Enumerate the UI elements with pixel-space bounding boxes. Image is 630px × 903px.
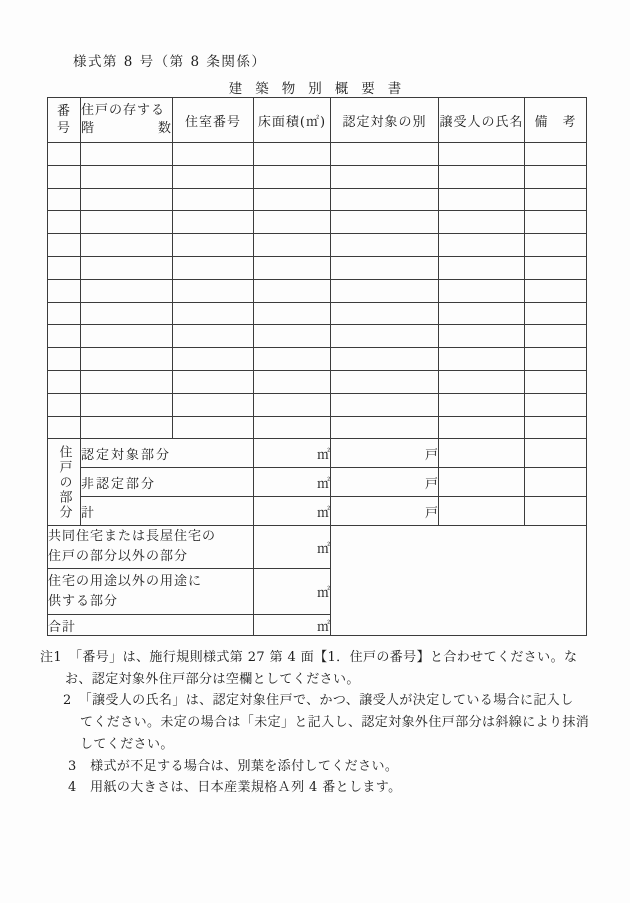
empty-cell (81, 416, 173, 439)
header-remarks: 備 考 (525, 98, 587, 143)
empty-cell (525, 234, 587, 257)
table-header-row (48, 98, 587, 143)
empty-cell (81, 211, 173, 234)
empty-cell (48, 165, 81, 188)
empty-cell (48, 416, 81, 439)
area-unit-cell: ㎡ (254, 569, 331, 615)
dwelling-noncertified-row (48, 468, 587, 497)
household-unit-cell: 戸 (331, 468, 439, 497)
empty-cell (48, 143, 81, 166)
note-line-1: 注1 「番号」は、施行規則様式第 27 第 4 面【1．住戸の番号】と合わせてください。な (40, 650, 578, 665)
building-summary-table (47, 97, 587, 636)
empty-data-row (48, 143, 587, 166)
merged-blank-cell (331, 526, 587, 636)
empty-cell (254, 211, 331, 234)
empty-cell (254, 325, 331, 348)
transferee-blank-cell (439, 497, 525, 526)
note-line-1-cont: お、認定対象外住戸部分は空欄としてください。 (65, 671, 360, 687)
empty-cell (439, 143, 525, 166)
empty-cell (254, 143, 331, 166)
header-floors (81, 98, 173, 143)
empty-cell (81, 188, 173, 211)
empty-cell (525, 279, 587, 302)
empty-cell (331, 393, 439, 416)
empty-cell (439, 302, 525, 325)
empty-data-row (48, 416, 587, 439)
empty-cell (173, 279, 254, 302)
empty-cell (81, 279, 173, 302)
empty-cell (439, 393, 525, 416)
empty-cell (48, 393, 81, 416)
empty-cell (525, 325, 587, 348)
note-line-2-cont: てください。未定の場合は「未定」と記入し、認定対象外住戸部分は斜線により抹消 (80, 715, 590, 731)
household-unit-cell: 戸 (331, 439, 439, 468)
header-room-number: 住室番号 (173, 98, 254, 143)
empty-cell (48, 325, 81, 348)
empty-data-row (48, 393, 587, 416)
empty-cell (254, 370, 331, 393)
header-floor-area: 床面積(㎡) (254, 98, 331, 143)
empty-cell (254, 279, 331, 302)
empty-cell (525, 393, 587, 416)
empty-cell (439, 188, 525, 211)
empty-cell (525, 370, 587, 393)
empty-cell (525, 348, 587, 371)
empty-cell (525, 302, 587, 325)
non-dwelling-common-row (48, 526, 587, 569)
empty-cell (331, 165, 439, 188)
empty-cell (81, 234, 173, 257)
empty-cell (331, 302, 439, 325)
note-line-4: 4 用紙の大きさは、日本産業規格Ａ列 4 番とします。 (68, 780, 402, 796)
empty-cell (48, 302, 81, 325)
empty-data-row (48, 348, 587, 371)
empty-cell (525, 188, 587, 211)
empty-cell (331, 143, 439, 166)
empty-data-row (48, 302, 587, 325)
form-number: 様式第 8 号（第 8 条関係） (73, 54, 267, 70)
note-line-2: 2 「譲受人の氏名」は、認定対象住戸で、かつ、譲受人が決定している場合に記入し (63, 693, 574, 709)
empty-cell (439, 348, 525, 371)
empty-cell (254, 393, 331, 416)
empty-cell (439, 256, 525, 279)
empty-cell (254, 256, 331, 279)
empty-cell (81, 325, 173, 348)
empty-cell (439, 416, 525, 439)
empty-cell (331, 325, 439, 348)
empty-cell (48, 256, 81, 279)
area-unit-cell: ㎡ (254, 526, 331, 569)
empty-cell (173, 143, 254, 166)
header-number (48, 98, 81, 143)
empty-cell (81, 302, 173, 325)
empty-data-row (48, 211, 587, 234)
empty-data-row (48, 165, 587, 188)
empty-data-row (48, 370, 587, 393)
header-floors-line1: 住戸の存する (81, 103, 166, 118)
empty-cell (254, 302, 331, 325)
notes (40, 647, 600, 799)
dwelling-section (48, 439, 587, 526)
note-line-3: 3 様式が不足する場合は、別葉を添付してください。 (68, 758, 399, 774)
note-line-2-cont2: してください。 (80, 736, 174, 752)
dwelling-certified-row (48, 439, 587, 468)
empty-cell (254, 165, 331, 188)
empty-cell (254, 234, 331, 257)
area-unit-cell: ㎡ (254, 497, 331, 526)
header-transferee-name: 譲受人の氏名 (439, 98, 525, 143)
header-number-line1: 番 (56, 104, 71, 119)
empty-cell (254, 416, 331, 439)
remarks-blank-cell (525, 468, 587, 497)
area-unit-cell: ㎡ (254, 439, 331, 468)
empty-cell (439, 165, 525, 188)
empty-cell (81, 370, 173, 393)
empty-data-row (48, 279, 587, 302)
empty-cell (173, 211, 254, 234)
row-label-certified: 認定対象部分 (81, 439, 254, 468)
empty-cell (173, 256, 254, 279)
transferee-blank-cell (439, 439, 525, 468)
remarks-blank-cell (525, 497, 587, 526)
empty-cell (173, 325, 254, 348)
empty-cell (173, 370, 254, 393)
empty-cell (439, 234, 525, 257)
area-unit-cell: ㎡ (254, 468, 331, 497)
remarks-blank-cell (525, 439, 587, 468)
dwelling-section-side-label: 住戸の部分 (48, 439, 81, 526)
empty-cell (331, 279, 439, 302)
empty-cell (525, 165, 587, 188)
empty-cell (331, 188, 439, 211)
empty-cell (331, 211, 439, 234)
empty-data-row (48, 188, 587, 211)
empty-cell (525, 416, 587, 439)
empty-cell (439, 370, 525, 393)
empty-cell (81, 256, 173, 279)
row-label-grand-total: 合計 (48, 615, 254, 636)
dwelling-subtotal-row (48, 497, 587, 526)
empty-cell (173, 416, 254, 439)
empty-cell (331, 416, 439, 439)
household-unit-cell: 戸 (331, 497, 439, 526)
empty-cell (48, 188, 81, 211)
empty-cell (525, 143, 587, 166)
row-label-noncertified: 非認定部分 (81, 468, 254, 497)
empty-cell (331, 256, 439, 279)
transferee-blank-cell (439, 468, 525, 497)
other-section (48, 526, 587, 636)
empty-cell (254, 188, 331, 211)
header-certification-type: 認定対象の別 (331, 98, 439, 143)
empty-cell (525, 211, 587, 234)
row-label-non-residential-use: 住宅の用途以外の用途に 供する部分 (48, 569, 254, 615)
empty-cell (439, 279, 525, 302)
row-label-subtotal: 計 (81, 497, 254, 526)
empty-cell (48, 370, 81, 393)
empty-cell (331, 348, 439, 371)
row-label-non-dwelling-common: 共同住宅または長屋住宅の 住戸の部分以外の部分 (48, 526, 254, 569)
empty-cell (48, 348, 81, 371)
empty-cell (331, 234, 439, 257)
empty-cell (173, 234, 254, 257)
area-unit-cell: ㎡ (254, 615, 331, 636)
empty-cell (439, 211, 525, 234)
empty-cell (81, 143, 173, 166)
empty-cell (331, 370, 439, 393)
empty-cell (173, 302, 254, 325)
empty-cell (81, 393, 173, 416)
empty-cell (48, 211, 81, 234)
empty-cell (525, 256, 587, 279)
empty-data-row (48, 325, 587, 348)
page-title: 建築物別概要書 (228, 81, 415, 97)
empty-cell (81, 348, 173, 371)
empty-cell (173, 348, 254, 371)
empty-cell (439, 325, 525, 348)
empty-cell (254, 348, 331, 371)
empty-data-row (48, 234, 587, 257)
empty-cell (48, 279, 81, 302)
header-number-line2: 号 (56, 121, 71, 136)
empty-cell (81, 165, 173, 188)
empty-cell (173, 188, 254, 211)
empty-cell (48, 234, 81, 257)
empty-data-row (48, 256, 587, 279)
empty-cell (173, 393, 254, 416)
empty-cell (173, 165, 254, 188)
header-floors-line2: 階 数 (81, 121, 172, 136)
empty-data-rows (48, 143, 587, 439)
